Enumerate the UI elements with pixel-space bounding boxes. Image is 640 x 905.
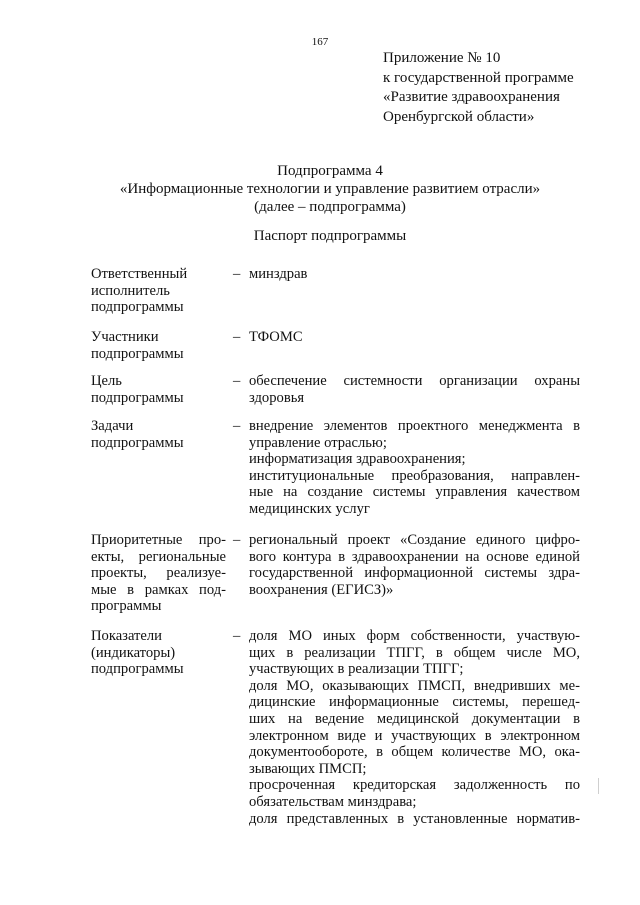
row-dash: – [233, 329, 241, 345]
row-value: минздрав [249, 266, 308, 282]
row-value: доля МО иных форм собственности, участвую- щих в реализации ТПГГ, в общем числе МО, участвующих в реализации ТПГГ; доля МО, оказывающих ПМСП, внедривших ме- дицинские информационные системы, перешед- ших на ведение медицинской документации в электронном виде и участвующих в электронном документообороте, в общем количестве МО, ока- зывающих ПМСП; просроченная кредиторская задолженность по обязательствам минздрава; доля представленных в установленные норматив- [249, 628, 580, 827]
title-line: Подпрограмма 4 [277, 163, 383, 179]
row-label: Приоритетные про- екты, региональные проекты, реализуе- мые в рамках под- программы [91, 532, 226, 615]
row-dash: – [233, 628, 241, 644]
row-label: Участники подпрограммы [91, 329, 184, 362]
row-dash: – [233, 373, 241, 389]
row-label: Показатели (индикаторы) подпрограммы [91, 628, 184, 678]
page-number: 167 [311, 36, 329, 48]
title-line: «Информационные технологии и управление развитием отрасли» [119, 181, 541, 197]
passport-heading: Паспорт подпрограммы [253, 228, 407, 244]
title-line: (далее – подпрограмма) [254, 199, 406, 215]
row-label: Задачи подпрограммы [91, 418, 184, 451]
row-value: обеспечение системности организации охраны здоровья [249, 373, 580, 406]
row-label: Цель подпрограммы [91, 373, 184, 406]
row-value: региональный проект «Создание единого цифро- вого контура в здравоохранении на основе единой государственной информационной системы здра- воохранения (ЕГИСЗ)» [249, 532, 580, 598]
appendix-line: Оренбургской области» [383, 108, 535, 125]
row-value: внедрение элементов проектного менеджмента в управление отраслью; информатизация здравоохранения; институциональные преобразования, направлен- ные на создание системы управления качеством медицинских услуг [249, 418, 580, 517]
row-value: ТФОМС [249, 329, 303, 345]
appendix-line: Приложение № 10 [383, 50, 501, 66]
scan-mark [598, 778, 599, 794]
appendix-line: к государственной программе [383, 69, 574, 86]
subprogram-title [60, 162, 600, 216]
appendix-header [383, 49, 633, 127]
row-dash: – [233, 532, 241, 548]
row-dash: – [233, 418, 241, 434]
row-dash: – [233, 266, 241, 282]
row-label: Ответственный исполнитель подпрограммы [91, 266, 188, 316]
appendix-line: «Развитие здравоохранения [383, 89, 560, 105]
